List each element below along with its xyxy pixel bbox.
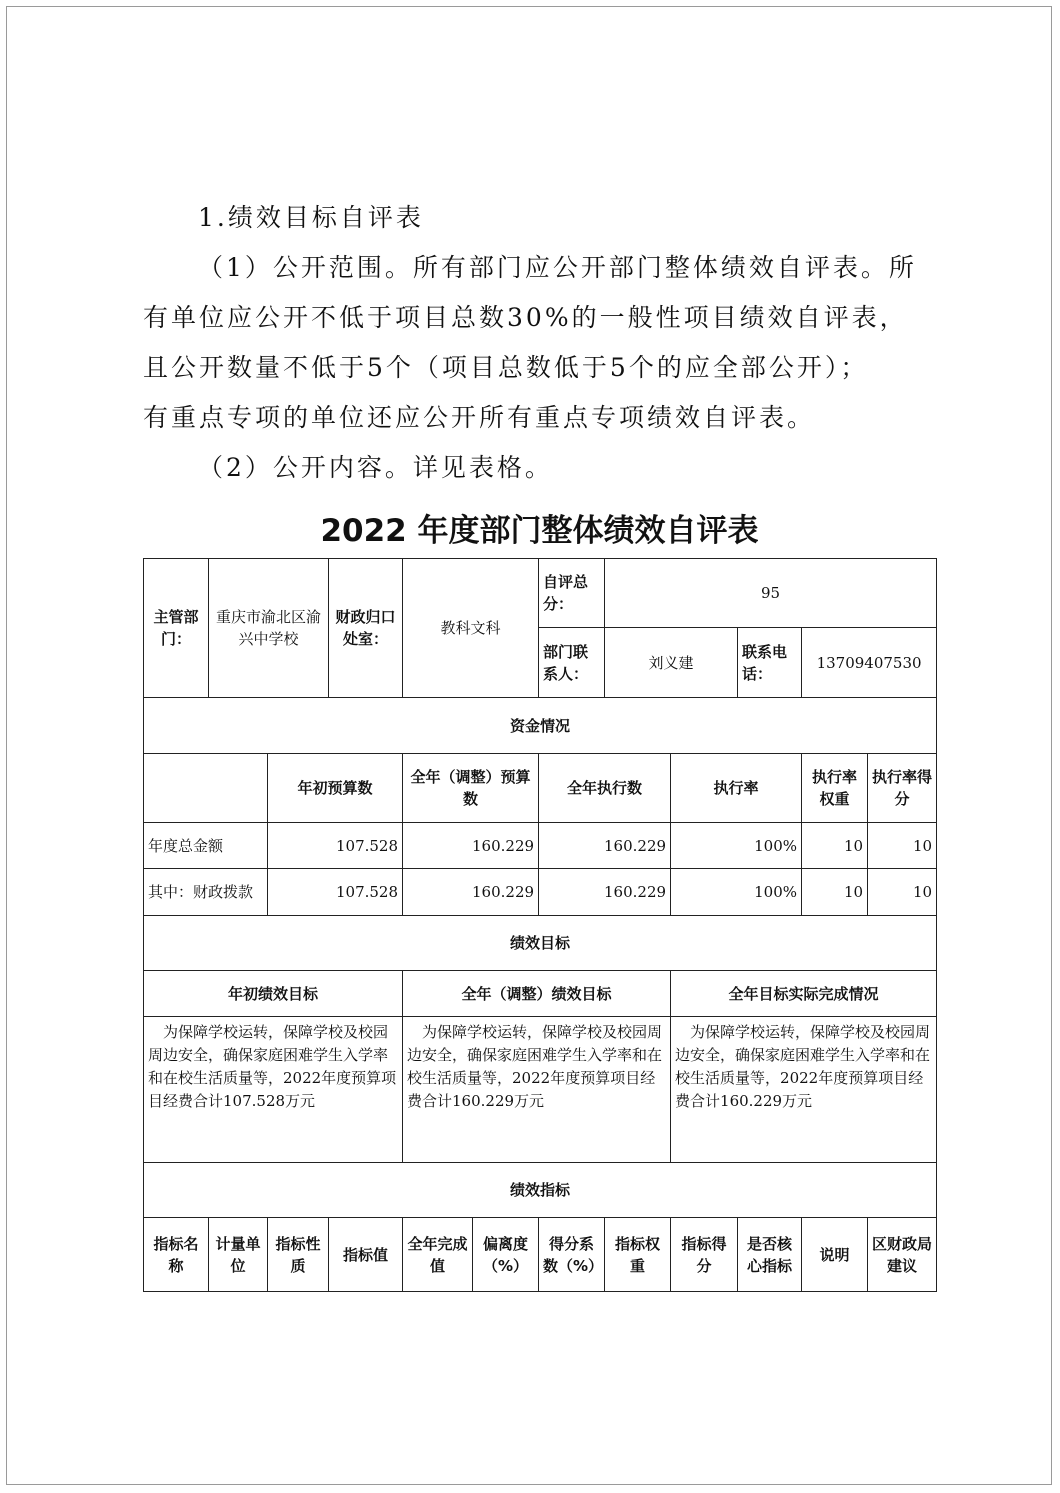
funds-cell: 107.528 xyxy=(268,869,403,916)
table-title: 2022 年度部门整体绩效自评表 xyxy=(320,513,759,549)
funds-header-blank xyxy=(144,754,268,823)
contact-value: 刘义建 xyxy=(605,628,738,698)
indicator-col-header: 得分系数（%） xyxy=(539,1218,605,1292)
funds-col-header: 执行率 xyxy=(671,754,802,823)
goals-col-header: 全年目标实际完成情况 xyxy=(671,971,937,1017)
indicator-col-header: 指标值 xyxy=(329,1218,403,1292)
dept-value: 重庆市渝北区渝兴中学校 xyxy=(209,559,329,698)
funds-cell: 100% xyxy=(671,869,802,916)
funds-col-header: 执行率得分 xyxy=(868,754,937,823)
funds-col-header: 年初预算数 xyxy=(268,754,403,823)
goal-text-actual: 为保障学校运转，保障学校及校园周边安全，确保家庭困难学生入学率和在校生活质量等，2022年度预算项目经费合计160.229万元 xyxy=(671,1017,937,1163)
funds-cell: 100% xyxy=(671,823,802,869)
indicator-col-header: 说明 xyxy=(802,1218,868,1292)
funds-cell: 160.229 xyxy=(539,823,671,869)
table-row xyxy=(144,869,937,916)
indicator-col-header: 偏离度（%） xyxy=(473,1218,539,1292)
funds-row-label: 其中：财政拨款 xyxy=(144,869,268,916)
phone-value: 13709407530 xyxy=(802,628,937,698)
body-paragraph-line: （1）公开范围。所有部门应公开部门整体绩效自评表。所 xyxy=(198,253,917,282)
goals-col-header: 全年（调整）绩效目标 xyxy=(403,971,671,1017)
indicator-col-header: 指标得分 xyxy=(671,1218,738,1292)
indicator-col-header: 区财政局建议 xyxy=(868,1218,937,1292)
indicator-col-header: 计量单位 xyxy=(209,1218,268,1292)
funds-cell: 107.528 xyxy=(268,823,403,869)
goals-section-title: 绩效目标 xyxy=(144,916,937,971)
funds-cell: 160.229 xyxy=(403,823,539,869)
score-label: 自评总分： xyxy=(539,559,605,628)
body-paragraph-line: 且公开数量不低于5个（项目总数低于5个的应全部公开）； xyxy=(143,353,869,382)
indicator-col-header: 指标性质 xyxy=(268,1218,329,1292)
funds-cell: 160.229 xyxy=(539,869,671,916)
body-paragraph-line: （2）公开内容。详见表格。 xyxy=(198,453,553,482)
indicator-col-header: 全年完成值 xyxy=(403,1218,473,1292)
funds-col-header: 执行率权重 xyxy=(802,754,868,823)
dept-label: 主管部门： xyxy=(144,559,209,698)
funds-cell: 10 xyxy=(802,869,868,916)
indicators-section-title: 绩效指标 xyxy=(144,1163,937,1218)
finance-label: 财政归口处室： xyxy=(329,559,403,698)
score-value: 95 xyxy=(605,559,937,628)
evaluation-table xyxy=(143,558,937,1292)
indicator-col-header: 指标权重 xyxy=(605,1218,671,1292)
funds-row-label: 年度总金额 xyxy=(144,823,268,869)
section-heading: 1.绩效目标自评表 xyxy=(198,203,424,232)
phone-label: 联系电话： xyxy=(738,628,802,698)
goal-text-initial: 为保障学校运转，保障学校及校园周边安全，确保家庭困难学生入学率和在校生活质量等，2022年度预算项目经费合计107.528万元 xyxy=(144,1017,403,1163)
indicator-col-header: 指标名称 xyxy=(144,1218,209,1292)
funds-cell: 10 xyxy=(868,823,937,869)
goals-col-header: 年初绩效目标 xyxy=(144,971,403,1017)
body-paragraph-line: 有重点专项的单位还应公开所有重点专项绩效自评表。 xyxy=(143,403,816,432)
goal-text-adjusted: 为保障学校运转，保障学校及校园周边安全，确保家庭困难学生入学率和在校生活质量等，2022年度预算项目经费合计160.229万元 xyxy=(403,1017,671,1163)
funds-col-header: 全年（调整）预算数 xyxy=(403,754,539,823)
indicator-col-header: 是否核心指标 xyxy=(738,1218,802,1292)
body-paragraph-line: 有单位应公开不低于项目总数30%的一般性项目绩效自评表， xyxy=(143,303,908,332)
funds-cell: 160.229 xyxy=(403,869,539,916)
finance-value: 教科文科 xyxy=(403,559,539,698)
funds-section-title: 资金情况 xyxy=(144,698,937,754)
contact-label: 部门联系人： xyxy=(539,628,605,698)
table-row xyxy=(144,823,937,869)
funds-col-header: 全年执行数 xyxy=(539,754,671,823)
funds-cell: 10 xyxy=(868,869,937,916)
funds-cell: 10 xyxy=(802,823,868,869)
